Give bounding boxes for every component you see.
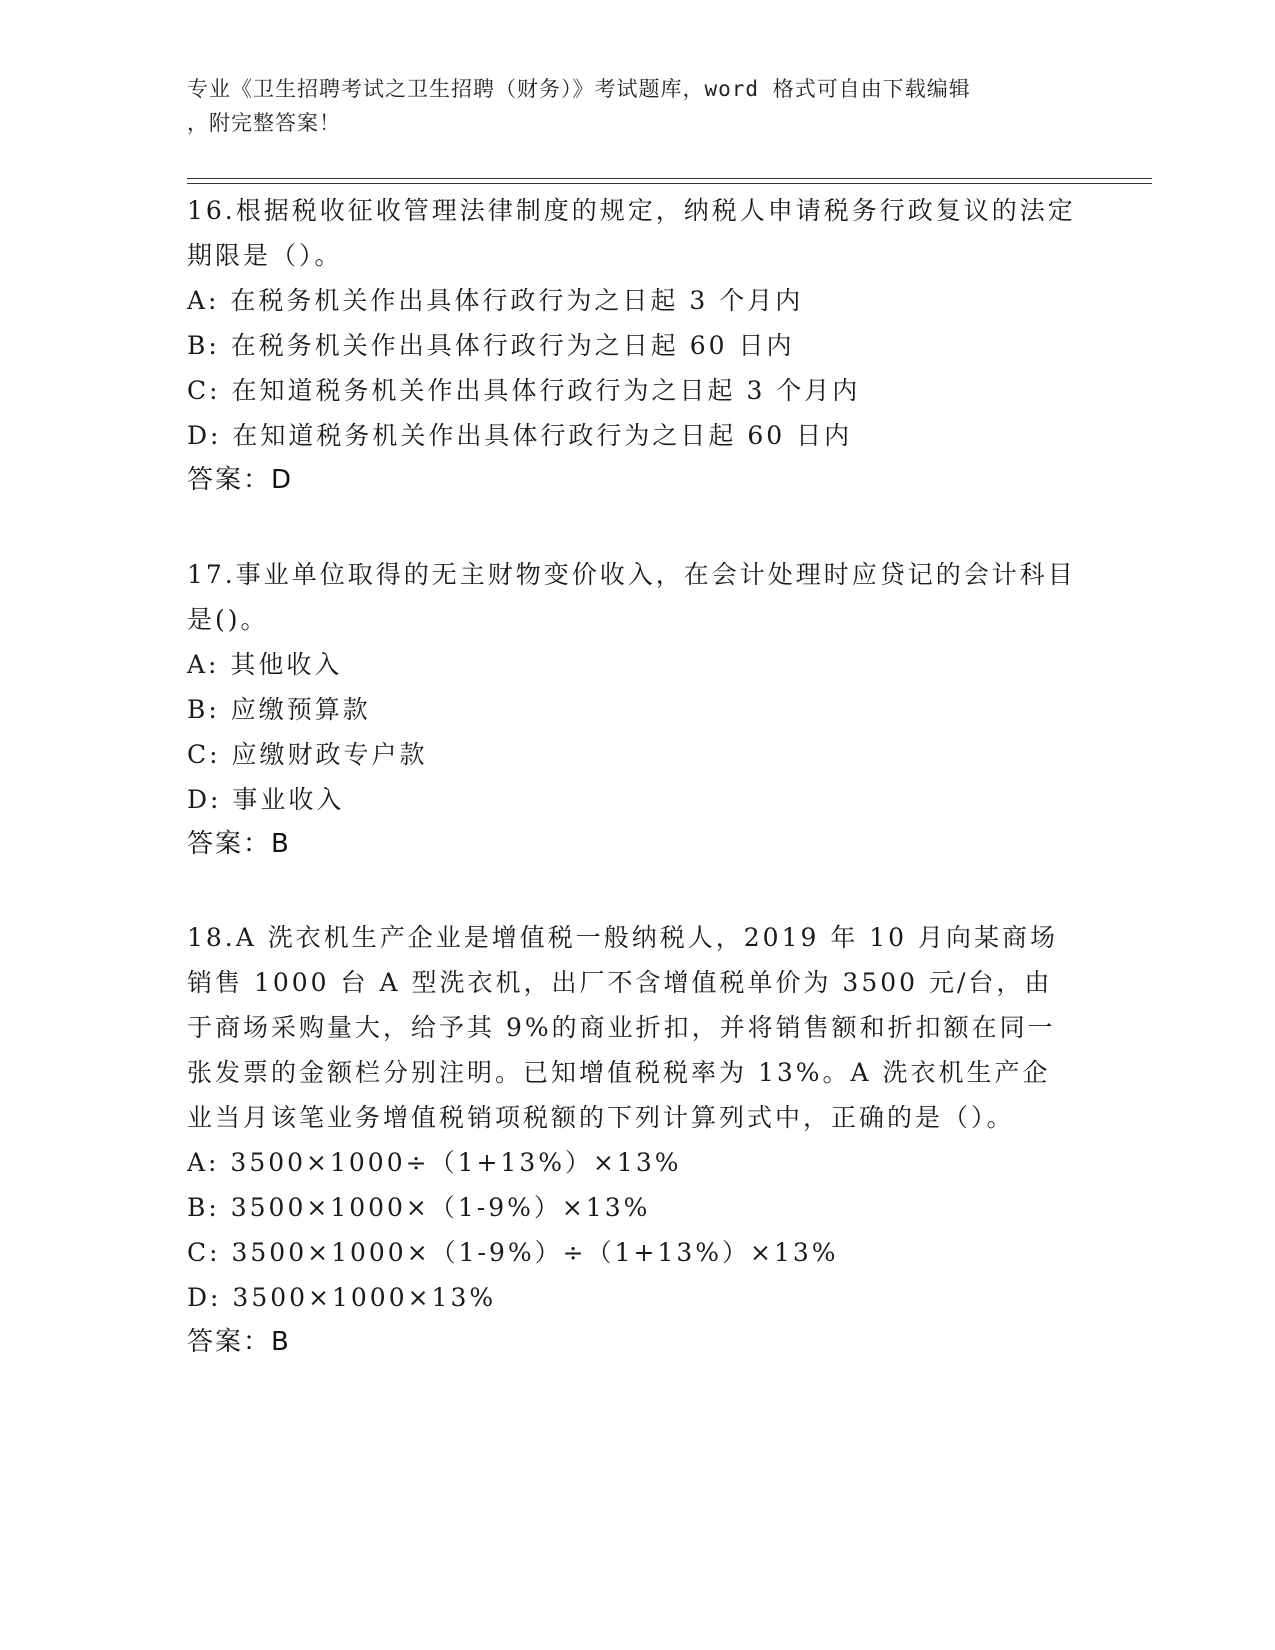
option-a: A: 其他收入 <box>187 650 343 679</box>
option-d: D: 在知道税务机关作出具体行政行为之日起 60 日内 <box>187 421 853 450</box>
option-c: C: 在知道税务机关作出具体行政行为之日起 3 个月内 <box>187 376 861 405</box>
header-divider-bottom <box>187 183 1152 184</box>
document-header <box>187 72 1067 140</box>
option-b: B: 在税务机关作出具体行政行为之日起 60 日内 <box>187 331 795 360</box>
header-divider-top <box>187 178 1152 179</box>
option-a: A: 在税务机关作出具体行政行为之日起 3 个月内 <box>187 286 804 315</box>
header-title-line1: 专业《卫生招聘考试之卫生招聘（财务）》考试题库，word 格式可自由下载编辑 <box>187 77 971 101</box>
option-b: B: 应缴预算款 <box>187 695 371 724</box>
header-title-line2: ，附完整答案！ <box>187 111 341 135</box>
option-c: C: 应缴财政专户款 <box>187 740 428 769</box>
question-18 <box>187 915 1077 1365</box>
option-b: B: 3500×1000×（1-9%）×13% <box>187 1193 651 1222</box>
option-a: A: 3500×1000÷（1+13%）×13% <box>187 1148 682 1177</box>
question-stem: 16.根据税收征收管理法律制度的规定，纳税人申请税务行政复议的法定期限是（）。 <box>187 196 1076 270</box>
option-d: D: 事业收入 <box>187 785 345 814</box>
answer-line: 答案：B <box>187 1327 291 1357</box>
question-17 <box>187 552 1077 867</box>
question-stem: 17.事业单位取得的无主财物变价收入，在会计处理时应贷记的会计科目是()。 <box>187 560 1076 634</box>
answer-line: 答案：D <box>187 465 294 495</box>
answer-line: 答案：B <box>187 829 291 859</box>
question-stem: 18.A 洗衣机生产企业是增值税一般纳税人，2019 年 10 月向某商场销售 1000 台 A 型洗衣机，出厂不含增值税单价为 3500 元/台，由于商场采购量大，给予其 9%的商业折扣，并将销售额和折扣额在同一张发票的金额栏分别注明。已知增值税税率为 13%。A 洗衣机生产企业当月该笔业务增值税销项税额的下列计算列式中，正确的是（）。 <box>187 923 1059 1132</box>
option-d: D: 3500×1000×13% <box>187 1283 497 1312</box>
question-16 <box>187 188 1077 503</box>
option-c: C: 3500×1000×（1-9%）÷（1+13%）×13% <box>187 1238 839 1267</box>
